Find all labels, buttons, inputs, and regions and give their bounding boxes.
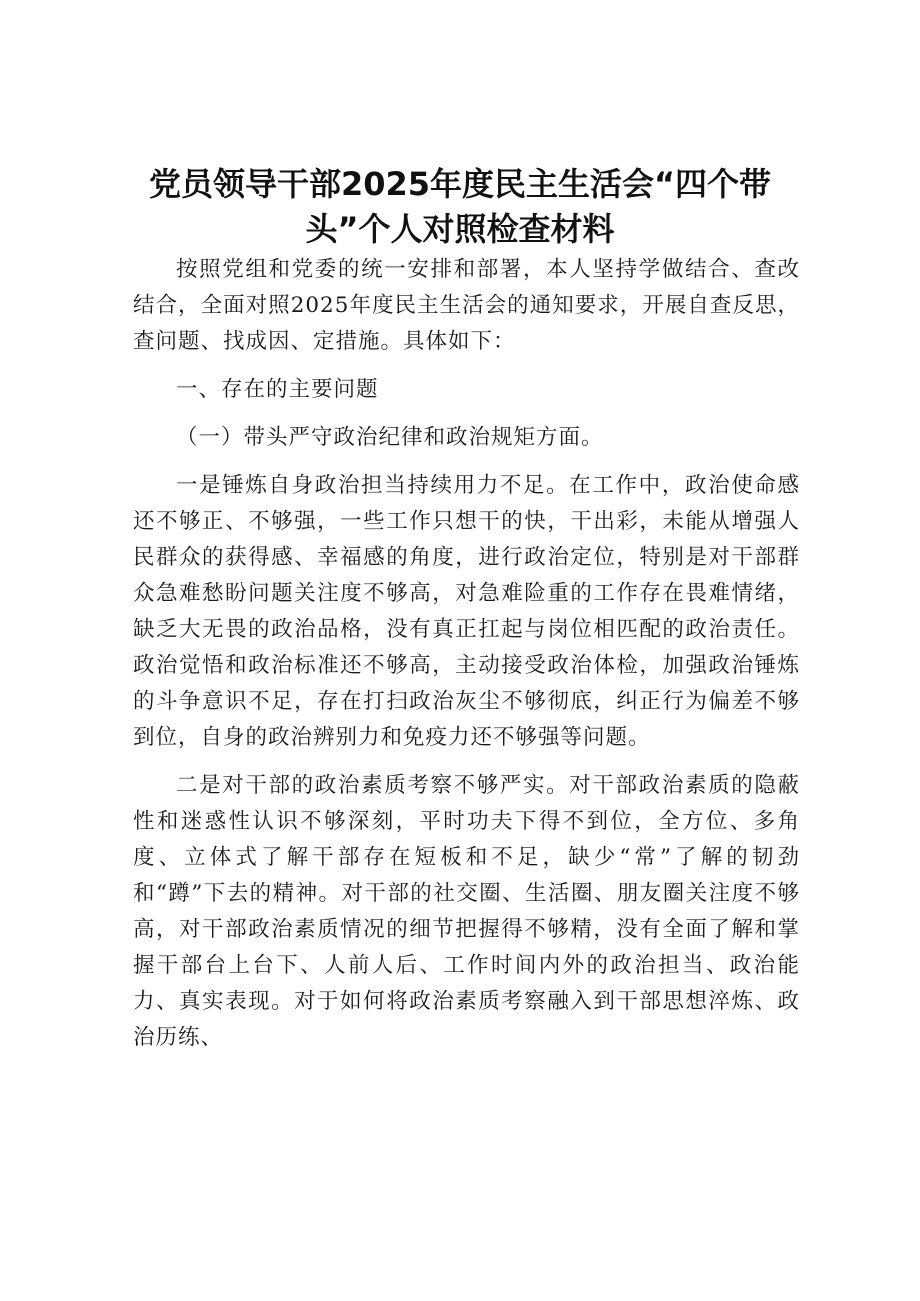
section-heading-main-problems: 一、存在的主要问题 [176,377,379,402]
problem-paragraph-2: 二是对干部的政治素质考察不够严实。对干部政治素质的隐蔽性和迷惑性认识不够深刻，平时功夫下得不到位，全方位、多角度、立体式了解干部存在短板和不足，缺少“常”了解的韧劲和“蹲”下去的精神。对干部的社交圈、生活圈、朋友圈关注度不够高，对干部政治素质情况的细节把握得不够精，没有全面了解和掌握干部台上台下、人前人后、工作时间内外的政治担当、政治能力、真实表现。对于如何将政治素质考察融入到干部思想淬炼、政治历练、 [133,773,800,1050]
subsection-heading-political-discipline: （一）带头严守政治纪律和政治规矩方面。 [176,425,604,450]
document-title: 党员领导干部2025年度民主生活会“四个带头”个人对照检查材料 [148,165,772,248]
intro-paragraph: 按照党组和党委的统一安排和部署，本人坚持学做结合、查改结合，全面对照2025年度民主生活会的通知要求，开展自查反思，查问题、找成因、定措施。具体如下： [133,257,800,354]
document-body [133,252,800,1068]
problem-paragraph-1: 一是锤炼自身政治担当持续用力不足。在工作中，政治使命感还不够正、不够强，一些工作只想干的快，干出彩，未能从增强人民群众的获得感、幸福感的角度，进行政治定位，特别是对干部群众急难愁盼问题关注度不够高，对急难险重的工作存在畏难情绪，缺乏大无畏的政治品格，没有真正扛起与岗位相匹配的政治责任。政治觉悟和政治标准还不够高，主动接受政治体检，加强政治锤炼的斗争意识不足，存在打扫政治灰尘不够彻底，纠正行为偏差不够到位，自身的政治辨别力和免疫力还不够强等问题。 [133,473,800,750]
